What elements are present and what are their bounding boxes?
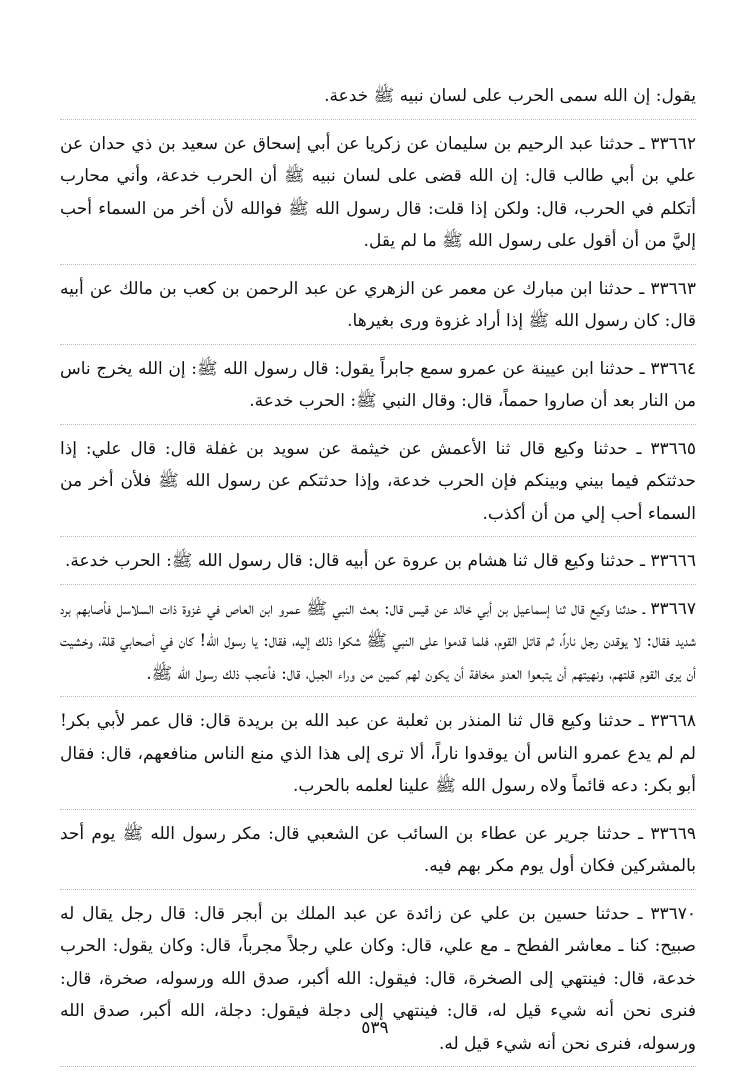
hadith-33670: ٣٣٦٧٠ ـ حدثنا حسين بن علي عن زائدة عن عبد الملك بن أبجر قال: قال رجل يقال له صبيح: كنا ـ معاشر الفطح ـ مع علي، قال: وكان علي رجلاً مجرباً، قال: وكان يقول: الحرب خدعة، قال: فينتهي إلى الصخرة، قال: فيقول: الله أكبر، صدق الله ورسوله، صخرة، قال: فنرى نحن أنه شيء قيل له، قال: فينتهي إلى دجلة فيقول: دجلة، الله أكبر، صدق الله ورسوله، فنرى نحن أنه شيء قيل له. xyxy=(60,898,696,1068)
hadith-33667: ٣٣٦٦٧ ـ حدثنا وكيع قال ثنا إسماعيل بن أبي خالد عن قيس قال: بعث النبي ﷺ عمرو ابن العاص في غزوة ذات السلاسل فأصابهم برد شديد فقال: لا يوقدن رجل ناراً، ثم قاتل القوم، فلما قدموا على النبي ﷺ شكوا ذلك إليه، فقال: يا رسول الله! كان في أصحابي قلة، وخشيت أن يرى القوم قلتهم، ونهيتهم أن يتبعوا العدو مخافة أن يكون لهم كمين من وراء الجبل، قال: فأعجب ذلك رسول الله ﷺ. xyxy=(60,593,696,698)
hadith-33668: ٣٣٦٦٨ ـ حدثنا وكيع قال ثنا المنذر بن ثعلبة عن عبد الله بن بريدة قال: قال عمر لأبي بكر! لم لم يدع عمرو الناس أن يوقدوا ناراً، ألا ترى إلى هذا الذي منع الناس منافعهم، قال: فقال أبو بكر: دعه قائماً ولاه رسول الله ﷺ علينا لعلمه بالحرب. xyxy=(60,705,696,810)
document-page xyxy=(60,80,696,1075)
page-number: ٥٣٩ xyxy=(361,1018,389,1038)
hadith-33662: ٣٣٦٦٢ ـ حدثنا عبد الرحيم بن سليمان عن زكريا عن أبي إسحاق عن سعيد بن ذي حدان عن علي بن أبي طالب قال: إن الله قضى على لسان نبيه ﷺ أن الحرب خدعة، وأني محارب أتكلم في الحرب، قال: ولكن إذا قلت: قال رسول الله ﷺ فوالله لأن أخر من السماء أحب إليَّ من أن أقول على رسول الله ﷺ ما لم يقل. xyxy=(60,128,696,265)
hadith-33663: ٣٣٦٦٣ ـ حدثنا ابن مبارك عن معمر عن الزهري عن عبد الرحمن بن كعب بن مالك عن أبيه قال: كان رسول الله ﷺ إذا أراد غزوة ورى بغيرها. xyxy=(60,273,696,345)
hadith-33665: ٣٣٦٦٥ ـ حدثنا وكيع قال ثنا الأعمش عن خيثمة عن سويد بن غفلة قال: قال علي: إذا حدثتكم فيما بيني وبينكم فإن الحرب خدعة، وإذا حدثتكم عن رسول الله ﷺ فلأن أخر من السماء أحب إلي من أن أكذب. xyxy=(60,433,696,538)
hadith-continuation: يقول: إن الله سمى الحرب على لسان نبيه ﷺ خدعة. xyxy=(60,80,696,120)
hadith-33666: ٣٣٦٦٦ ـ حدثنا وكيع قال ثنا هشام بن عروة عن أبيه قال: قال رسول الله ﷺ: الحرب خدعة. xyxy=(60,545,696,585)
hadith-33664: ٣٣٦٦٤ ـ حدثنا ابن عيينة عن عمرو سمع جابراً يقول: قال رسول الله ﷺ: إن الله يخرج ناس من النار بعد أن صاروا حمماً، قال: وقال النبي ﷺ: الحرب خدعة. xyxy=(60,353,696,425)
hadith-33669: ٣٣٦٦٩ ـ حدثنا جرير عن عطاء بن السائب عن الشعبي قال: مكر رسول الله ﷺ يوم أحد بالمشركين فكان أول يوم مكر بهم فيه. xyxy=(60,818,696,890)
